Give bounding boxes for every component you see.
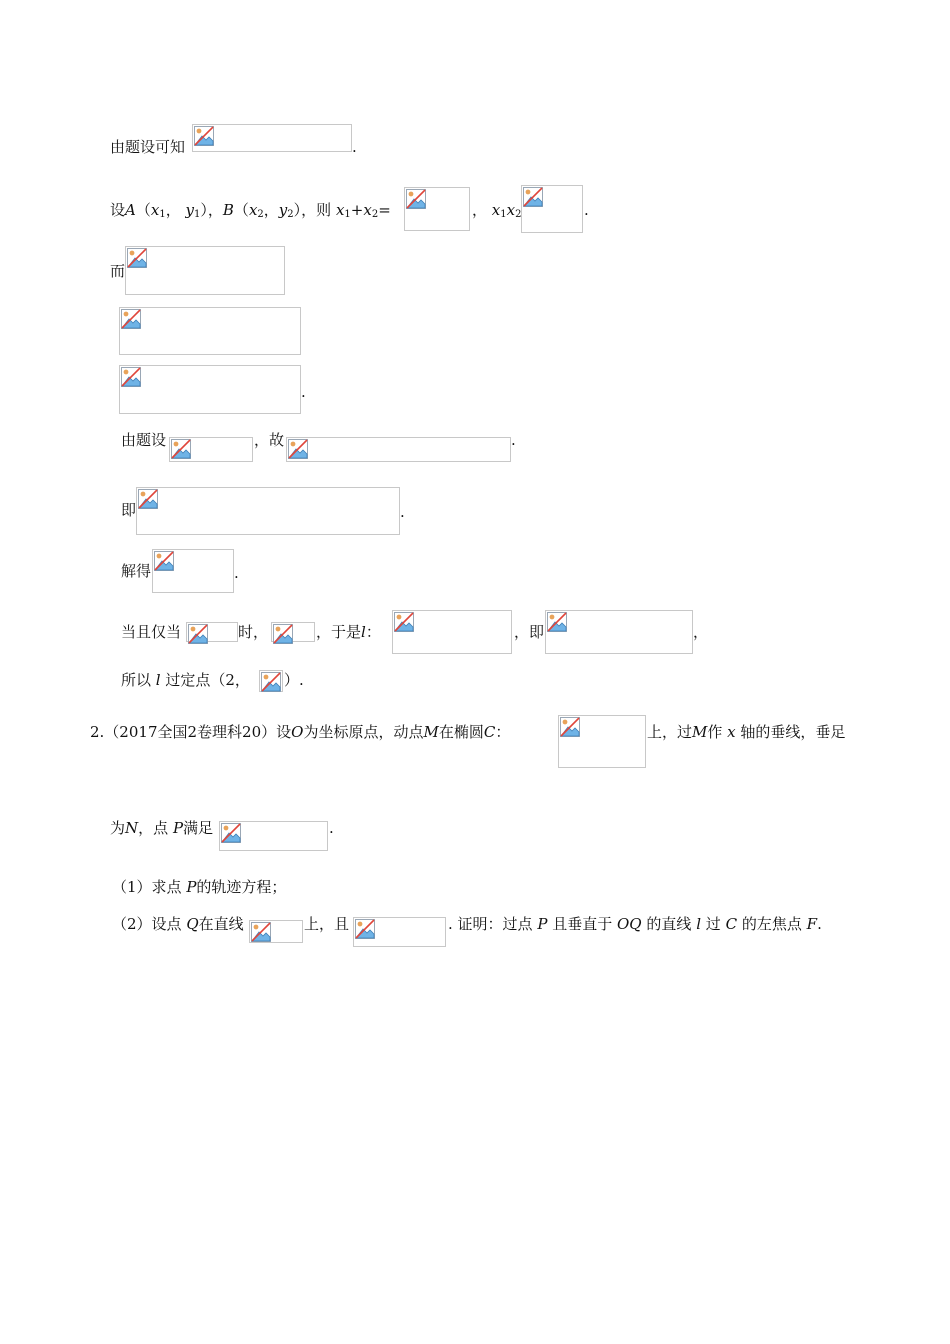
formula-image xyxy=(558,715,646,768)
line-8 xyxy=(121,561,151,581)
var-B: B xyxy=(222,201,234,219)
var-OQ: OQ xyxy=(617,915,642,933)
text: 所以 xyxy=(121,671,152,689)
text: （1）求点 xyxy=(112,878,182,896)
var-y: y xyxy=(185,201,194,219)
line-1 xyxy=(110,137,185,157)
broken-image-icon xyxy=(194,126,214,146)
broken-image-icon xyxy=(288,439,308,459)
var-C: C xyxy=(725,915,738,933)
text: ，于是 xyxy=(316,623,362,641)
part-2-end xyxy=(448,914,822,934)
part-2-mid xyxy=(304,914,349,934)
line-9-mid xyxy=(238,622,268,642)
text: 即 xyxy=(121,501,137,519)
sub: 2 xyxy=(287,209,294,220)
text: 且垂直于 xyxy=(552,915,613,933)
var-Q: Q xyxy=(186,915,199,933)
var-l: l xyxy=(696,915,701,933)
text: 2.（2017全国2卷理科20）设 xyxy=(90,723,292,741)
line-6-mid xyxy=(254,430,284,450)
text: ， xyxy=(472,201,488,219)
var-x: x xyxy=(335,201,345,219)
var-M: M xyxy=(692,723,708,741)
text: 由题设可知 xyxy=(110,138,186,156)
formula-image xyxy=(545,610,693,654)
text: . xyxy=(817,915,822,933)
text: + xyxy=(350,201,364,219)
line-5-end xyxy=(301,382,306,402)
text: 为坐标原点，动点 xyxy=(303,723,424,741)
var-l: l xyxy=(361,623,366,641)
text: . xyxy=(511,431,516,449)
text: ，即 xyxy=(514,623,545,641)
var-x: x xyxy=(150,201,160,219)
text: 上，且 xyxy=(304,915,350,933)
formula-image xyxy=(136,487,400,535)
text: . xyxy=(329,819,334,837)
text: ， xyxy=(165,201,181,219)
formula-image xyxy=(169,437,253,462)
part-1 xyxy=(112,877,286,897)
sub: 1 xyxy=(159,209,166,220)
var-P: P xyxy=(186,878,197,896)
var-x: x xyxy=(491,201,501,219)
text: 轴的垂线，垂足 xyxy=(740,723,846,741)
broken-image-icon xyxy=(121,309,141,329)
broken-image-icon xyxy=(406,189,426,209)
formula-image xyxy=(192,124,352,152)
text: 由题设 xyxy=(121,431,167,449)
formula-image xyxy=(404,187,470,231)
broken-image-icon xyxy=(127,248,147,268)
line-10 xyxy=(121,670,250,690)
question-2-line-1-end xyxy=(647,722,845,742)
text: （ xyxy=(135,201,151,219)
formula-image xyxy=(119,365,301,414)
broken-image-icon xyxy=(221,823,241,843)
text: （2）设点 xyxy=(112,915,182,933)
line-6-end xyxy=(511,430,516,450)
line-8-end xyxy=(234,563,239,583)
broken-image-icon xyxy=(261,672,281,692)
formula-image xyxy=(392,610,512,654)
formula-image xyxy=(119,307,301,355)
text: 在椭圆 xyxy=(438,723,484,741)
text: ： xyxy=(495,723,511,741)
var-x: x xyxy=(727,723,736,741)
text: . xyxy=(301,383,306,401)
formula-image xyxy=(271,622,315,642)
sub: 2 xyxy=(371,209,379,220)
var-F: F xyxy=(806,915,818,933)
line-2-end xyxy=(584,200,589,220)
broken-image-icon xyxy=(138,489,158,509)
question-2-line-2-end xyxy=(329,818,334,838)
broken-image-icon xyxy=(394,612,414,632)
broken-image-icon xyxy=(121,367,141,387)
line-7-end xyxy=(400,502,405,522)
var-x: x xyxy=(506,201,516,219)
formula-image xyxy=(259,670,283,692)
var-N: N xyxy=(125,819,139,837)
line-2 xyxy=(110,200,391,220)
var-P: P xyxy=(537,915,548,933)
line-7 xyxy=(121,500,136,520)
text: ， xyxy=(693,623,709,641)
text: . xyxy=(234,564,239,582)
text: 为 xyxy=(110,819,126,837)
broken-image-icon xyxy=(355,919,375,939)
text: 在直线 xyxy=(198,915,244,933)
line-3 xyxy=(110,261,125,281)
text: 满足 xyxy=(183,819,214,837)
formula-image xyxy=(219,821,328,851)
var-y: y xyxy=(278,201,288,219)
text: 时， xyxy=(238,623,269,641)
text: ， xyxy=(263,201,279,219)
sub: 1 xyxy=(500,209,507,220)
line-1-end xyxy=(352,137,357,157)
sub: 1 xyxy=(344,209,351,220)
var-A: A xyxy=(125,201,136,219)
broken-image-icon xyxy=(251,922,271,942)
var-O: O xyxy=(291,723,304,741)
text: ）. xyxy=(284,671,304,689)
sub: 1 xyxy=(194,209,201,220)
broken-image-icon xyxy=(154,551,174,571)
text: 上，过 xyxy=(647,723,693,741)
text: 而 xyxy=(110,262,126,280)
text: 当且仅当 xyxy=(121,623,182,641)
text: ： xyxy=(365,623,381,641)
text: 的轨迹方程； xyxy=(196,878,287,896)
broken-image-icon xyxy=(273,624,293,644)
text: 设 xyxy=(110,201,126,219)
text: . xyxy=(352,138,357,156)
line-6 xyxy=(121,430,166,450)
var-x: x xyxy=(363,201,372,219)
text: . xyxy=(400,503,405,521)
text: ）， xyxy=(200,201,223,219)
part-2 xyxy=(112,914,244,934)
text: 解得 xyxy=(121,562,152,580)
sub: 2 xyxy=(257,209,264,220)
formula-image xyxy=(286,437,511,462)
text: ），则 xyxy=(293,201,332,219)
var-C: C xyxy=(483,723,496,741)
text: = xyxy=(378,201,391,219)
text: （ xyxy=(233,201,249,219)
text: ，点 xyxy=(138,819,169,837)
broken-image-icon xyxy=(188,624,208,644)
text: 的左焦点 xyxy=(741,915,802,933)
text: 过 xyxy=(705,915,721,933)
text: ，故 xyxy=(254,431,285,449)
formula-image xyxy=(152,549,234,593)
var-x: x xyxy=(248,201,258,219)
line-9-end xyxy=(693,622,708,642)
var-M: M xyxy=(423,723,439,741)
line-9 xyxy=(121,622,181,642)
line-9-mid3 xyxy=(514,622,544,642)
formula-image xyxy=(521,185,583,233)
broken-image-icon xyxy=(523,187,543,207)
line-9-mid2 xyxy=(316,622,381,642)
broken-image-icon xyxy=(547,612,567,632)
broken-image-icon xyxy=(171,439,191,459)
formula-image xyxy=(353,917,446,947)
var-l: l xyxy=(155,671,161,689)
formula-image xyxy=(249,920,303,943)
line-10-end xyxy=(284,670,304,690)
question-2-line-1 xyxy=(90,722,510,742)
broken-image-icon xyxy=(560,717,580,737)
formula-image xyxy=(125,246,285,295)
text: . xyxy=(584,201,589,219)
formula-image xyxy=(186,622,238,642)
question-2-line-2 xyxy=(110,818,213,838)
sub: 2 xyxy=(515,209,522,220)
text: . 证明：过点 xyxy=(448,915,533,933)
text: 过定点（2， xyxy=(165,671,250,689)
text: 作 xyxy=(707,723,723,741)
var-P: P xyxy=(172,819,184,837)
text: 的直线 xyxy=(646,915,692,933)
